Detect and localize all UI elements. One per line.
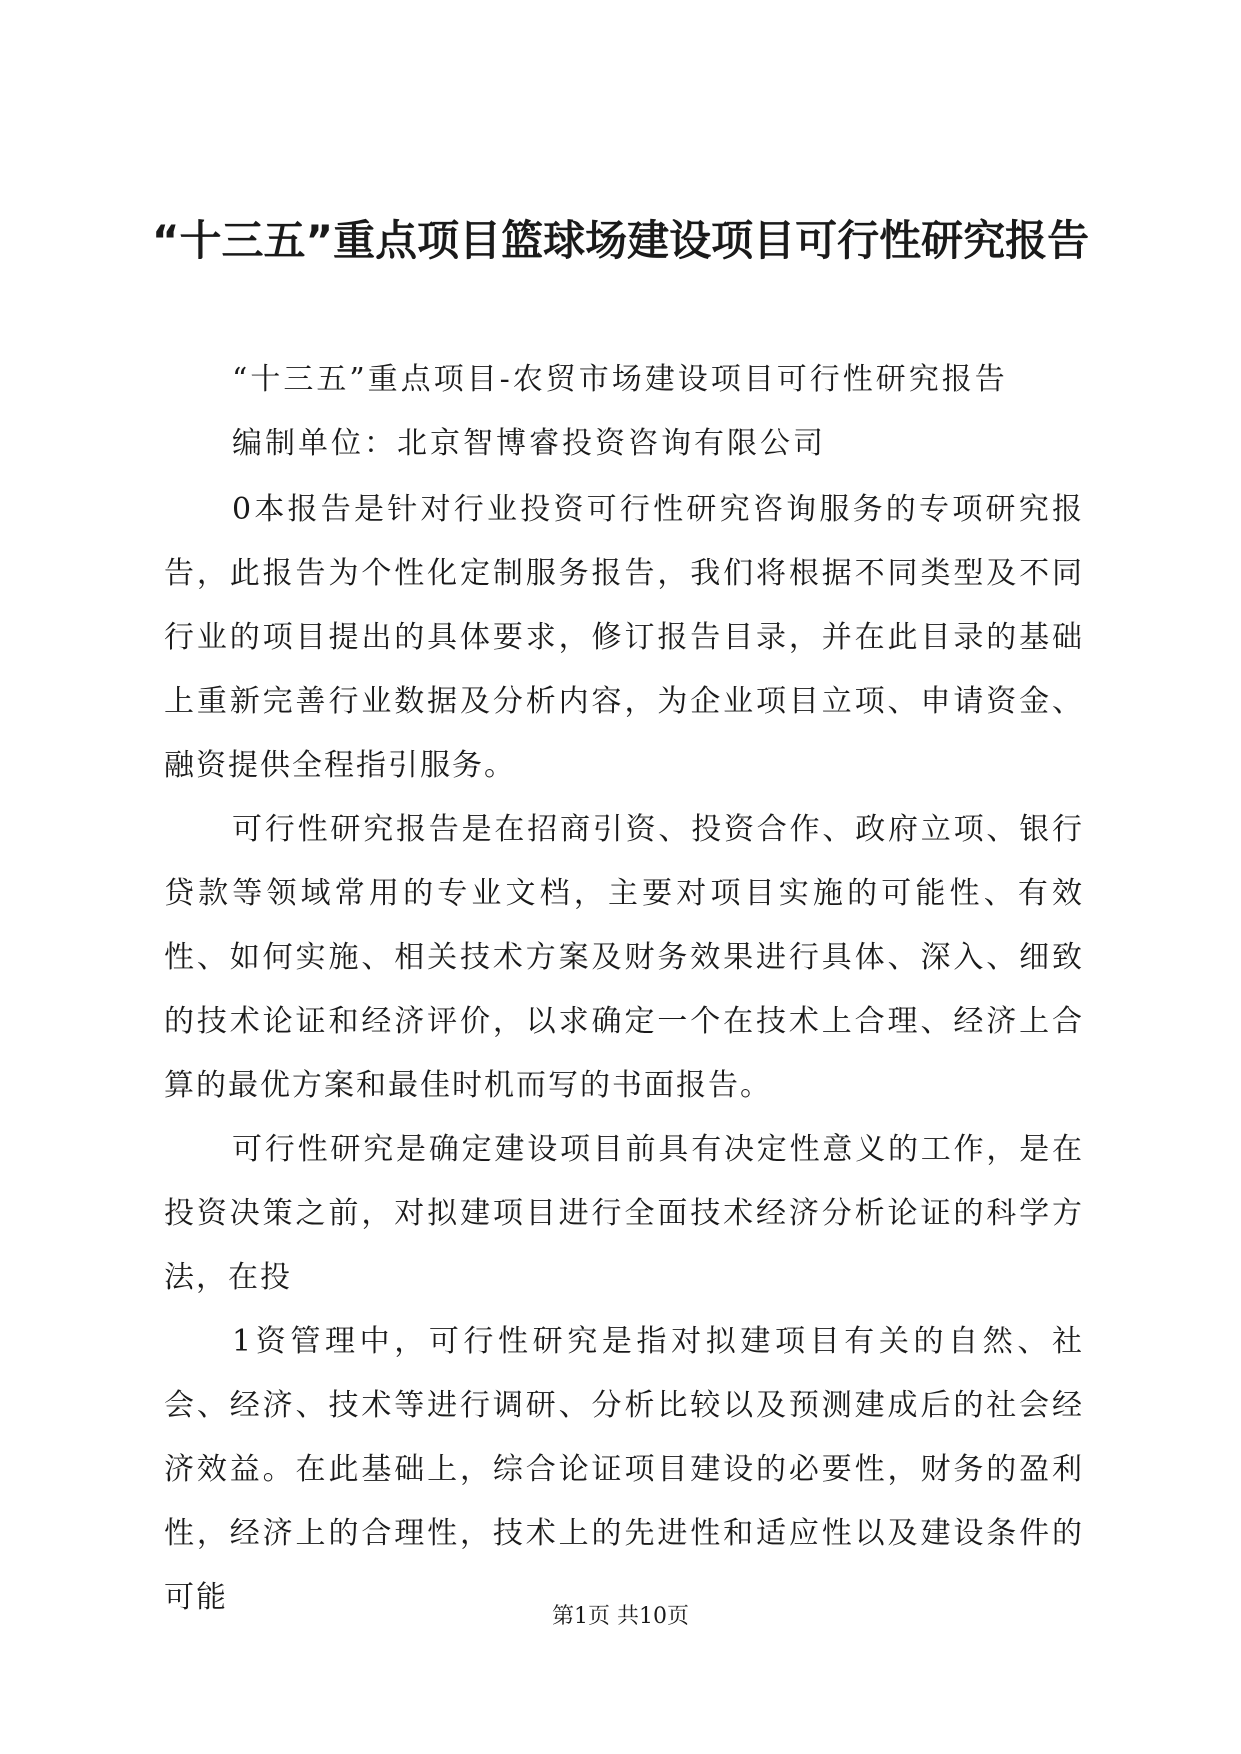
paragraph-investment-management: 1资管理中，可行性研究是指对拟建项目有关的自然、社会、经济、技术等进行调研、分析比较以及预测建成后的社会经济效益。在此基础上，综合论证项目建设的必要性，财务的盈利性，经济上的合理性，技术上的先进性和适应性以及建设条件的可能 <box>164 1324 1084 1615</box>
document-title: “十三五”重点项目篮球场建设项目可行性研究报告 <box>151 216 1090 265</box>
page-footer: 第1页 共10页 <box>552 1604 689 1629</box>
document-subtitle: “十三五”重点项目-农贸市场建设项目可行性研究报告 <box>232 362 1008 397</box>
paragraph-intro: 0本报告是针对行业投资可行性研究咨询服务的专项研究报告，此报告为个性化定制服务报告，我们将根据不同类型及不同行业的项目提出的具体要求，修订报告目录，并在此目录的基础上重新完善行业数据及分析内容，为企业项目立项、申请资金、融资提供全程指引服务。 <box>164 492 1084 783</box>
paragraph-feasibility-study: 可行性研究是确定建设项目前具有决定性意义的工作，是在投资决策之前，对拟建项目进行全面技术经济分析论证的科学方法，在投 <box>164 1132 1084 1295</box>
body-text <box>164 478 1084 1630</box>
compiler-line: 编制单位：北京智博睿投资咨询有限公司 <box>232 426 826 461</box>
paragraph-feasibility-report: 可行性研究报告是在招商引资、投资合作、政府立项、银行贷款等领域常用的专业文档，主要对项目实施的可能性、有效性、如何实施、相关技术方案及财务效果进行具体、深入、细致的技术论证和经济评价，以求确定一个在技术上合理、经济上合算的最优方案和最佳时机而写的书面报告。 <box>164 812 1084 1103</box>
